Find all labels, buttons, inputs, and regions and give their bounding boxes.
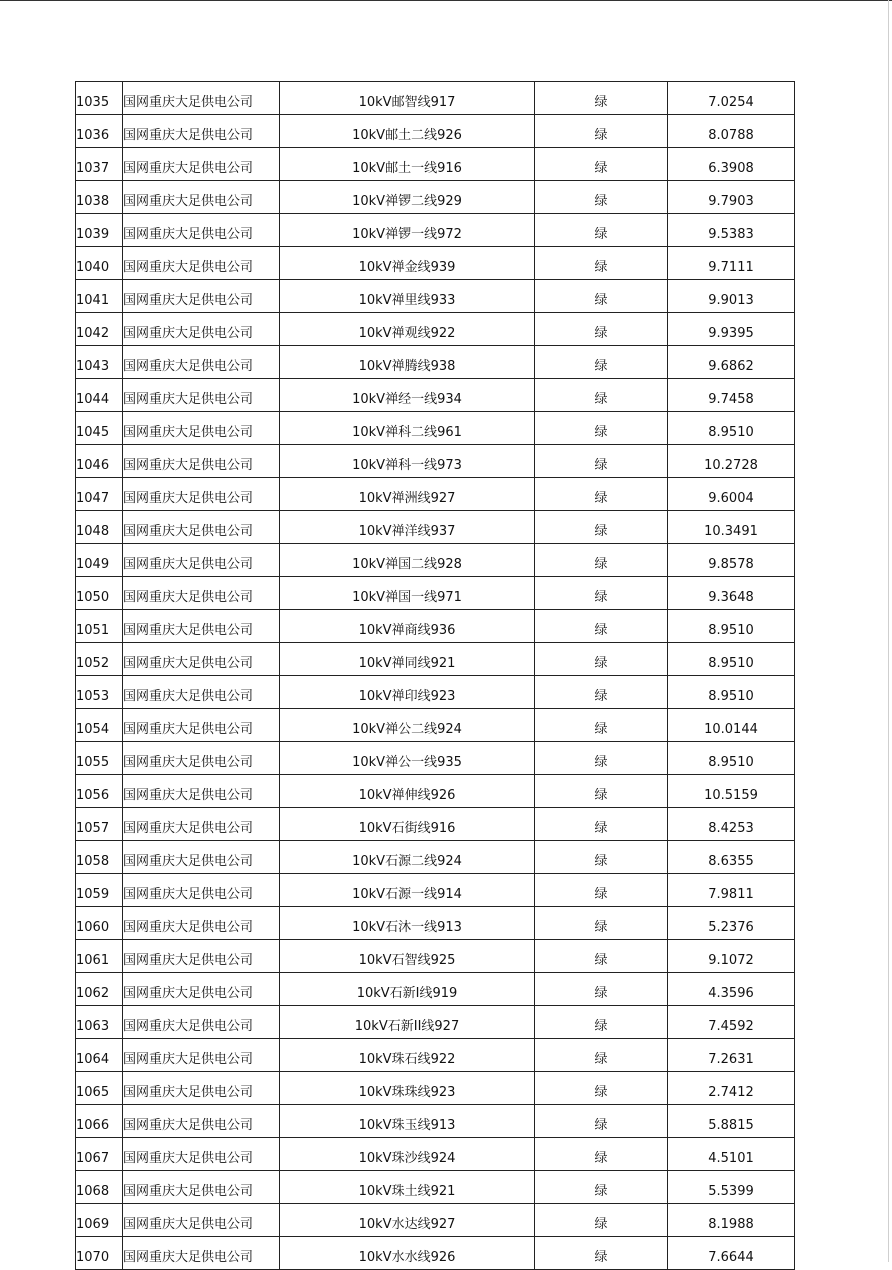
status-cell: 绿 — [535, 148, 668, 181]
company-cell: 国网重庆大足供电公司 — [123, 1072, 280, 1105]
company-cell: 国网重庆大足供电公司 — [123, 379, 280, 412]
value-cell: 9.6862 — [668, 346, 795, 379]
value-cell: 9.3648 — [668, 577, 795, 610]
table-row — [76, 1072, 795, 1105]
row-number: 1050 — [76, 577, 123, 610]
status-cell: 绿 — [535, 1138, 668, 1171]
table-row — [76, 1204, 795, 1237]
company-cell: 国网重庆大足供电公司 — [123, 577, 280, 610]
line-name-cell: 10kV石智线925 — [280, 940, 535, 973]
company-cell: 国网重庆大足供电公司 — [123, 313, 280, 346]
company-cell: 国网重庆大足供电公司 — [123, 280, 280, 313]
company-cell: 国网重庆大足供电公司 — [123, 973, 280, 1006]
company-cell: 国网重庆大足供电公司 — [123, 346, 280, 379]
line-name-cell: 10kV禅金线939 — [280, 247, 535, 280]
row-number: 1051 — [76, 610, 123, 643]
table-row — [76, 478, 795, 511]
company-cell: 国网重庆大足供电公司 — [123, 742, 280, 775]
value-cell: 9.5383 — [668, 214, 795, 247]
table-row — [76, 511, 795, 544]
value-cell: 4.5101 — [668, 1138, 795, 1171]
value-cell: 9.8578 — [668, 544, 795, 577]
line-name-cell: 10kV石新I线919 — [280, 973, 535, 1006]
row-number: 1068 — [76, 1171, 123, 1204]
row-number: 1052 — [76, 643, 123, 676]
value-cell: 9.9395 — [668, 313, 795, 346]
status-cell: 绿 — [535, 478, 668, 511]
line-name-cell: 10kV水达线927 — [280, 1204, 535, 1237]
line-name-cell: 10kV禅锣二线929 — [280, 181, 535, 214]
line-name-cell: 10kV石沐一线913 — [280, 907, 535, 940]
company-cell: 国网重庆大足供电公司 — [123, 544, 280, 577]
row-number: 1063 — [76, 1006, 123, 1039]
value-cell: 8.9510 — [668, 610, 795, 643]
status-cell: 绿 — [535, 643, 668, 676]
status-cell: 绿 — [535, 874, 668, 907]
row-number: 1069 — [76, 1204, 123, 1237]
row-number: 1047 — [76, 478, 123, 511]
row-number: 1065 — [76, 1072, 123, 1105]
line-name-cell: 10kV禅锣一线972 — [280, 214, 535, 247]
status-cell: 绿 — [535, 1039, 668, 1072]
row-number: 1070 — [76, 1237, 123, 1270]
table-row — [76, 742, 795, 775]
value-cell: 8.4253 — [668, 808, 795, 841]
table-row — [76, 379, 795, 412]
line-name-cell: 10kV禅观线922 — [280, 313, 535, 346]
line-name-cell: 10kV珠玉线913 — [280, 1105, 535, 1138]
status-cell: 绿 — [535, 1171, 668, 1204]
company-cell: 国网重庆大足供电公司 — [123, 1006, 280, 1039]
table-body — [76, 82, 795, 1270]
row-number: 1045 — [76, 412, 123, 445]
value-cell: 10.5159 — [668, 775, 795, 808]
line-name-cell: 10kV禅洲线927 — [280, 478, 535, 511]
row-number: 1058 — [76, 841, 123, 874]
line-name-cell: 10kV禅印线923 — [280, 676, 535, 709]
status-cell: 绿 — [535, 1072, 668, 1105]
value-cell: 5.2376 — [668, 907, 795, 940]
line-name-cell: 10kV禅腾线938 — [280, 346, 535, 379]
table-row — [76, 1105, 795, 1138]
company-cell: 国网重庆大足供电公司 — [123, 610, 280, 643]
table-row — [76, 412, 795, 445]
line-name-cell: 10kV禅公二线924 — [280, 709, 535, 742]
table-row — [76, 214, 795, 247]
value-cell: 8.1988 — [668, 1204, 795, 1237]
table-row — [76, 1006, 795, 1039]
value-cell: 5.8815 — [668, 1105, 795, 1138]
table-row — [76, 280, 795, 313]
row-number: 1048 — [76, 511, 123, 544]
status-cell: 绿 — [535, 544, 668, 577]
company-cell: 国网重庆大足供电公司 — [123, 940, 280, 973]
table-row — [76, 445, 795, 478]
company-cell: 国网重庆大足供电公司 — [123, 907, 280, 940]
line-name-cell: 10kV珠石线922 — [280, 1039, 535, 1072]
company-cell: 国网重庆大足供电公司 — [123, 1138, 280, 1171]
table-row — [76, 940, 795, 973]
status-cell: 绿 — [535, 82, 668, 115]
line-name-cell: 10kV禅商线936 — [280, 610, 535, 643]
status-cell: 绿 — [535, 1237, 668, 1270]
value-cell: 8.9510 — [668, 643, 795, 676]
company-cell: 国网重庆大足供电公司 — [123, 115, 280, 148]
row-number: 1060 — [76, 907, 123, 940]
row-number: 1042 — [76, 313, 123, 346]
status-cell: 绿 — [535, 445, 668, 478]
value-cell: 8.6355 — [668, 841, 795, 874]
line-name-cell: 10kV禅国一线971 — [280, 577, 535, 610]
value-cell: 9.6004 — [668, 478, 795, 511]
value-cell: 7.0254 — [668, 82, 795, 115]
status-cell: 绿 — [535, 709, 668, 742]
row-number: 1057 — [76, 808, 123, 841]
table-row — [76, 313, 795, 346]
company-cell: 国网重庆大足供电公司 — [123, 445, 280, 478]
status-cell: 绿 — [535, 412, 668, 445]
value-cell: 7.9811 — [668, 874, 795, 907]
status-cell: 绿 — [535, 181, 668, 214]
line-name-cell: 10kV禅科一线973 — [280, 445, 535, 478]
value-cell: 9.7458 — [668, 379, 795, 412]
company-cell: 国网重庆大足供电公司 — [123, 214, 280, 247]
line-name-cell: 10kV禅科二线961 — [280, 412, 535, 445]
table-row — [76, 115, 795, 148]
value-cell: 7.6644 — [668, 1237, 795, 1270]
value-cell: 9.7111 — [668, 247, 795, 280]
company-cell: 国网重庆大足供电公司 — [123, 412, 280, 445]
status-cell: 绿 — [535, 841, 668, 874]
company-cell: 国网重庆大足供电公司 — [123, 82, 280, 115]
value-cell: 7.4592 — [668, 1006, 795, 1039]
row-number: 1062 — [76, 973, 123, 1006]
line-name-cell: 10kV禅同线921 — [280, 643, 535, 676]
status-cell: 绿 — [535, 247, 668, 280]
value-cell: 10.3491 — [668, 511, 795, 544]
line-name-cell: 10kV石街线916 — [280, 808, 535, 841]
status-cell: 绿 — [535, 1204, 668, 1237]
company-cell: 国网重庆大足供电公司 — [123, 478, 280, 511]
company-cell: 国网重庆大足供电公司 — [123, 676, 280, 709]
page-right-edge — [888, 0, 889, 1262]
company-cell: 国网重庆大足供电公司 — [123, 808, 280, 841]
table-row — [76, 808, 795, 841]
company-cell: 国网重庆大足供电公司 — [123, 874, 280, 907]
company-cell: 国网重庆大足供电公司 — [123, 1171, 280, 1204]
row-number: 1049 — [76, 544, 123, 577]
value-cell: 2.7412 — [668, 1072, 795, 1105]
row-number: 1053 — [76, 676, 123, 709]
line-name-cell: 10kV禅经一线934 — [280, 379, 535, 412]
company-cell: 国网重庆大足供电公司 — [123, 1105, 280, 1138]
table-row — [76, 1039, 795, 1072]
line-name-cell: 10kV水水线926 — [280, 1237, 535, 1270]
table-row — [76, 1171, 795, 1204]
table-row — [76, 346, 795, 379]
row-number: 1039 — [76, 214, 123, 247]
table-row — [76, 610, 795, 643]
status-cell: 绿 — [535, 1006, 668, 1039]
company-cell: 国网重庆大足供电公司 — [123, 775, 280, 808]
row-number: 1043 — [76, 346, 123, 379]
value-cell: 9.7903 — [668, 181, 795, 214]
row-number: 1066 — [76, 1105, 123, 1138]
table-row — [76, 247, 795, 280]
table-row — [76, 907, 795, 940]
table-row — [76, 643, 795, 676]
status-cell: 绿 — [535, 577, 668, 610]
company-cell: 国网重庆大足供电公司 — [123, 511, 280, 544]
row-number: 1064 — [76, 1039, 123, 1072]
value-cell: 8.9510 — [668, 742, 795, 775]
value-cell: 7.2631 — [668, 1039, 795, 1072]
value-cell: 9.1072 — [668, 940, 795, 973]
row-number: 1055 — [76, 742, 123, 775]
status-cell: 绿 — [535, 115, 668, 148]
status-cell: 绿 — [535, 775, 668, 808]
value-cell: 5.5399 — [668, 1171, 795, 1204]
line-name-cell: 10kV石源一线914 — [280, 874, 535, 907]
row-number: 1038 — [76, 181, 123, 214]
status-cell: 绿 — [535, 940, 668, 973]
status-cell: 绿 — [535, 1105, 668, 1138]
table-row — [76, 1138, 795, 1171]
row-number: 1046 — [76, 445, 123, 478]
company-cell: 国网重庆大足供电公司 — [123, 1204, 280, 1237]
status-cell: 绿 — [535, 280, 668, 313]
row-number: 1054 — [76, 709, 123, 742]
value-cell: 9.9013 — [668, 280, 795, 313]
table-row — [76, 577, 795, 610]
line-name-cell: 10kV石新II线927 — [280, 1006, 535, 1039]
company-cell: 国网重庆大足供电公司 — [123, 709, 280, 742]
table-row — [76, 544, 795, 577]
row-number: 1044 — [76, 379, 123, 412]
status-cell: 绿 — [535, 379, 668, 412]
status-cell: 绿 — [535, 973, 668, 1006]
row-number: 1040 — [76, 247, 123, 280]
company-cell: 国网重庆大足供电公司 — [123, 643, 280, 676]
table-row — [76, 148, 795, 181]
row-number: 1035 — [76, 82, 123, 115]
table-row — [76, 841, 795, 874]
table-row — [76, 82, 795, 115]
company-cell: 国网重庆大足供电公司 — [123, 247, 280, 280]
line-name-cell: 10kV邮土二线926 — [280, 115, 535, 148]
company-cell: 国网重庆大足供电公司 — [123, 1039, 280, 1072]
company-cell: 国网重庆大足供电公司 — [123, 1237, 280, 1270]
value-cell: 8.9510 — [668, 676, 795, 709]
company-cell: 国网重庆大足供电公司 — [123, 841, 280, 874]
row-number: 1061 — [76, 940, 123, 973]
value-cell: 6.3908 — [668, 148, 795, 181]
value-cell: 8.0788 — [668, 115, 795, 148]
line-name-cell: 10kV邮土一线916 — [280, 148, 535, 181]
value-cell: 8.9510 — [668, 412, 795, 445]
status-cell: 绿 — [535, 313, 668, 346]
company-cell: 国网重庆大足供电公司 — [123, 181, 280, 214]
line-name-cell: 10kV禅里线933 — [280, 280, 535, 313]
line-name-cell: 10kV禅伸线926 — [280, 775, 535, 808]
status-cell: 绿 — [535, 214, 668, 247]
row-number: 1067 — [76, 1138, 123, 1171]
table-row — [76, 874, 795, 907]
status-cell: 绿 — [535, 346, 668, 379]
status-cell: 绿 — [535, 676, 668, 709]
line-name-cell: 10kV珠沙线924 — [280, 1138, 535, 1171]
row-number: 1036 — [76, 115, 123, 148]
table-row — [76, 676, 795, 709]
line-name-cell: 10kV珠土线921 — [280, 1171, 535, 1204]
status-cell: 绿 — [535, 742, 668, 775]
line-name-cell: 10kV禅洋线937 — [280, 511, 535, 544]
line-name-cell: 10kV石源二线924 — [280, 841, 535, 874]
value-cell: 10.2728 — [668, 445, 795, 478]
line-name-cell: 10kV邮智线917 — [280, 82, 535, 115]
row-number: 1056 — [76, 775, 123, 808]
table-row — [76, 1237, 795, 1270]
company-cell: 国网重庆大足供电公司 — [123, 148, 280, 181]
table-row — [76, 775, 795, 808]
row-number: 1041 — [76, 280, 123, 313]
value-cell: 4.3596 — [668, 973, 795, 1006]
row-number: 1037 — [76, 148, 123, 181]
row-number: 1059 — [76, 874, 123, 907]
status-cell: 绿 — [535, 808, 668, 841]
value-cell: 10.0144 — [668, 709, 795, 742]
table-row — [76, 973, 795, 1006]
status-cell: 绿 — [535, 907, 668, 940]
status-cell: 绿 — [535, 610, 668, 643]
line-name-cell: 10kV禅国二线928 — [280, 544, 535, 577]
table-row — [76, 709, 795, 742]
status-cell: 绿 — [535, 511, 668, 544]
line-name-cell: 10kV珠珠线923 — [280, 1072, 535, 1105]
page-top-rule — [0, 0, 892, 1]
data-table — [75, 81, 795, 1270]
line-name-cell: 10kV禅公一线935 — [280, 742, 535, 775]
table-row — [76, 181, 795, 214]
